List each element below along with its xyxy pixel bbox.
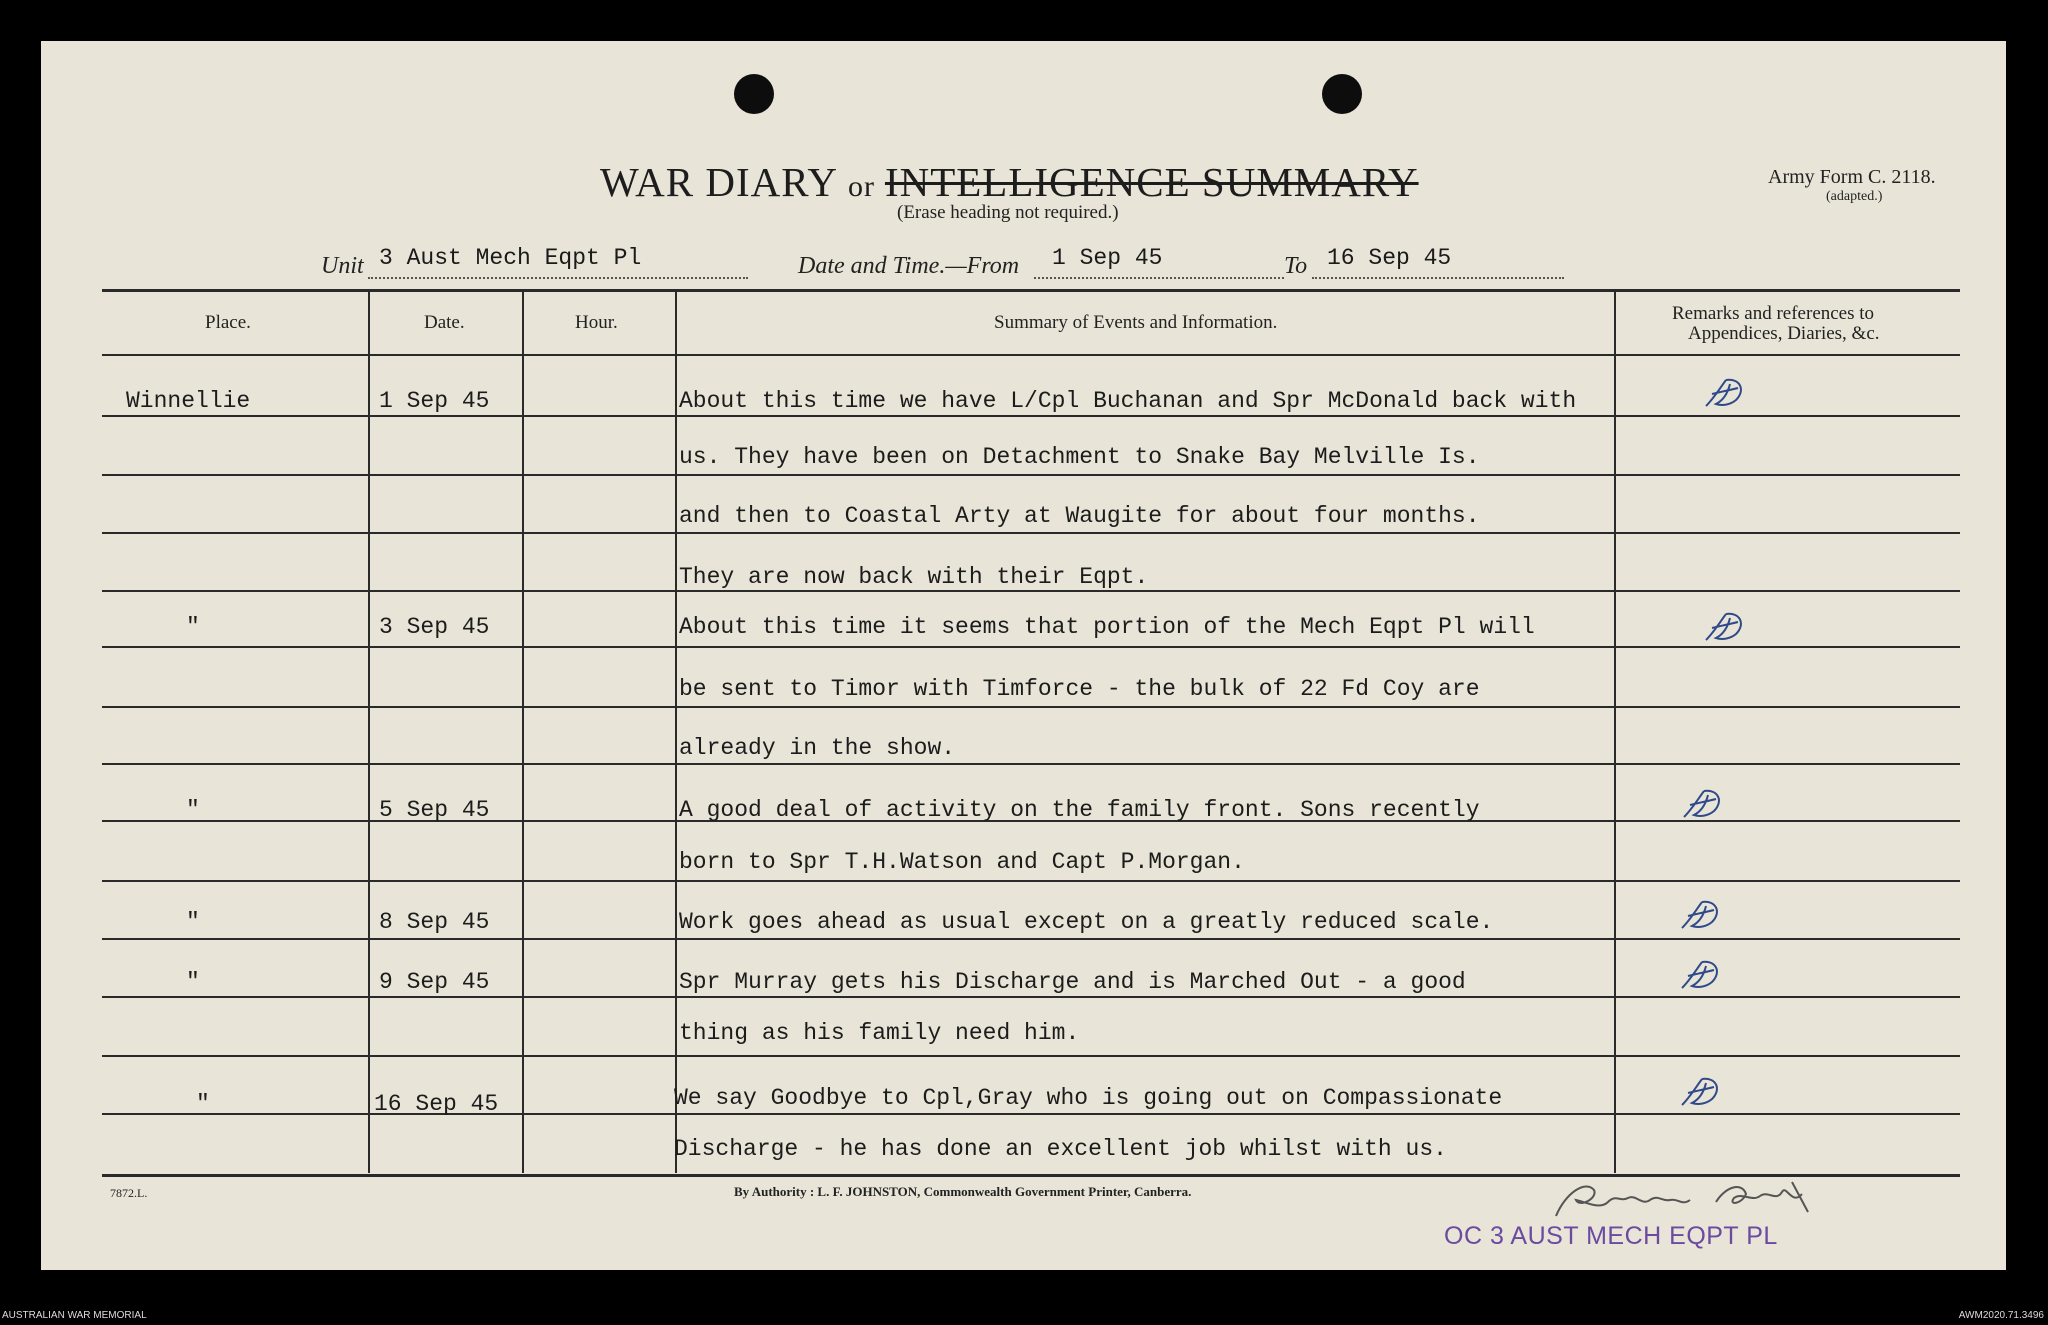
archive-label-left: AUSTRALIAN WAR MEMORIAL <box>2 1310 147 1321</box>
entry-line: us. They have been on Detachment to Snake Bay Melville Is. <box>679 444 1480 470</box>
entry-line: We say Goodbye to Cpl,Gray who is going out on Compassionate <box>674 1085 1503 1111</box>
army-form-number: Army Form C. 2118. <box>1768 166 1936 188</box>
initials-mark <box>1676 954 1724 994</box>
entry-date: 5 Sep 45 <box>379 797 490 823</box>
col-place-header: Place. <box>205 312 251 333</box>
entry-date: 8 Sep 45 <box>379 909 490 935</box>
entry-line: A good deal of activity on the family front. Sons recently <box>679 797 1480 823</box>
unit-value: 3 Aust Mech Eqpt Pl <box>379 245 642 271</box>
captain-signature <box>1546 1172 1846 1228</box>
entry-date: 16 Sep 45 <box>374 1091 499 1117</box>
form-title <box>600 158 1419 206</box>
unit-stamp: OC 3 AUST MECH EQPT PL <box>1444 1222 1778 1250</box>
initials-mark <box>1676 894 1724 934</box>
entry-line: and then to Coastal Arty at Waugite for about four months. <box>679 503 1480 529</box>
entry-line: About this time it seems that portion of the Mech Eqpt Pl will <box>679 614 1535 640</box>
col-hour-header: Hour. <box>575 312 618 333</box>
col-date-header: Date. <box>424 312 465 333</box>
date-to-value: 16 Sep 45 <box>1327 245 1452 271</box>
entry-place: " <box>186 614 200 640</box>
entry-line: About this time we have L/Cpl Buchanan and Spr McDonald back with <box>679 388 1577 414</box>
title-struck: INTELLIGENCE SUMMARY <box>884 159 1419 205</box>
entry-place: " <box>186 909 200 935</box>
entry-line: already in the show. <box>679 735 956 761</box>
form-number: 7872.L. <box>110 1186 148 1200</box>
punch-hole-left <box>734 74 774 114</box>
entry-line: Spr Murray gets his Discharge and is Marched Out - a good <box>679 969 1466 995</box>
date-from-label: Date and Time.—From <box>798 253 1020 279</box>
entry-place: " <box>186 969 200 995</box>
unit-label: Unit <box>321 253 364 279</box>
entry-place: " <box>186 797 200 823</box>
entry-line: thing as his family need him. <box>679 1020 1080 1046</box>
date-from-value: 1 Sep 45 <box>1052 245 1163 271</box>
initials-mark <box>1678 783 1726 823</box>
entry-place: " <box>196 1091 210 1117</box>
entry-line: born to Spr T.H.Watson and Capt P.Morgan. <box>679 849 1245 875</box>
entry-place: Winnellie <box>126 388 251 414</box>
entry-date: 1 Sep 45 <box>379 388 490 414</box>
date-to-label: To <box>1284 253 1308 279</box>
printer-authority: By Authority : L. F. JOHNSTON, Commonwealth Government Printer, Canberra. <box>734 1184 1192 1199</box>
archive-label-right: AWM2020.71.3496 <box>1958 1310 2044 1321</box>
initials-mark <box>1676 1071 1724 1111</box>
title-or: or <box>847 170 875 203</box>
col-summary-header: Summary of Events and Information. <box>994 312 1278 333</box>
entry-date: 3 Sep 45 <box>379 614 490 640</box>
punch-hole-right <box>1322 74 1362 114</box>
initials-mark <box>1700 372 1748 412</box>
erase-note: (Erase heading not required.) <box>897 202 1119 223</box>
initials-mark <box>1700 606 1748 646</box>
entry-line: Work goes ahead as usual except on a greatly reduced scale. <box>679 909 1494 935</box>
entry-line: Discharge - he has done an excellent job whilst with us. <box>674 1136 1447 1162</box>
entry-line: They are now back with their Eqpt. <box>679 564 1149 590</box>
col-remarks-header-1: Remarks and references to <box>1672 303 1875 324</box>
title-main: WAR DIARY <box>600 159 838 205</box>
adapted-note: (adapted.) <box>1826 189 1883 204</box>
entry-date: 9 Sep 45 <box>379 969 490 995</box>
col-remarks-header-2: Appendices, Diaries, &c. <box>1688 323 1880 344</box>
entry-line: be sent to Timor with Timforce - the bulk of 22 Fd Coy are <box>679 676 1480 702</box>
